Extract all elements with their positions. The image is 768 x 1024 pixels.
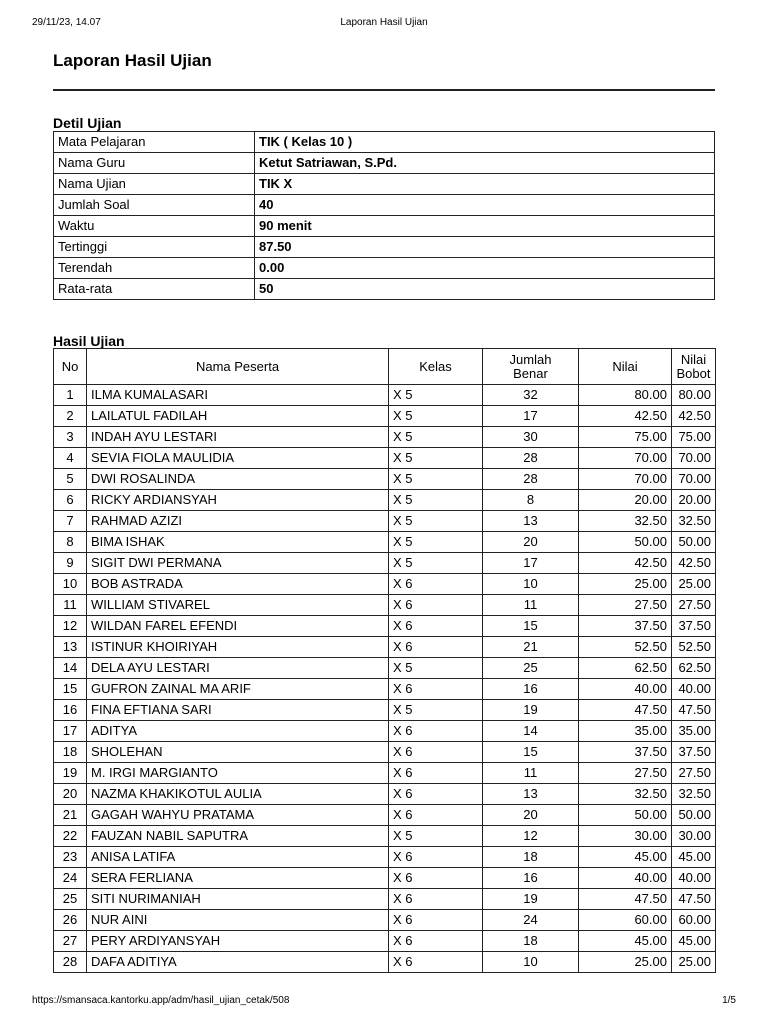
cell-jumlah-benar: 20 xyxy=(483,532,579,553)
detail-value: 40 xyxy=(255,195,715,216)
cell-nama-peserta: SEVIA FIOLA MAULIDIA xyxy=(87,448,389,469)
exam-detail-body xyxy=(54,132,715,300)
cell-jumlah-benar: 17 xyxy=(483,406,579,427)
cell-jumlah-benar: 19 xyxy=(483,700,579,721)
cell-nilai: 27.50 xyxy=(579,763,672,784)
detail-label: Waktu xyxy=(54,216,255,237)
table-row xyxy=(54,931,716,952)
detail-value: Ketut Satriawan, S.Pd. xyxy=(255,153,715,174)
cell-nilai: 75.00 xyxy=(579,427,672,448)
exam-detail-table xyxy=(53,131,715,300)
cell-jumlah-benar: 15 xyxy=(483,616,579,637)
cell-no: 26 xyxy=(54,910,87,931)
cell-kelas: X 6 xyxy=(389,742,483,763)
cell-no: 20 xyxy=(54,784,87,805)
table-row xyxy=(54,595,716,616)
cell-nama-peserta: BIMA ISHAK xyxy=(87,532,389,553)
cell-jumlah-benar: 25 xyxy=(483,658,579,679)
cell-jumlah-benar: 13 xyxy=(483,511,579,532)
cell-nilai-bobot: 27.50 xyxy=(672,595,716,616)
cell-nama-peserta: INDAH AYU LESTARI xyxy=(87,427,389,448)
cell-nilai-bobot: 32.50 xyxy=(672,511,716,532)
cell-nilai: 40.00 xyxy=(579,868,672,889)
detail-section-title: Detil Ujian xyxy=(53,115,122,131)
detail-row xyxy=(54,258,715,279)
cell-kelas: X 6 xyxy=(389,889,483,910)
cell-nilai-bobot: 52.50 xyxy=(672,637,716,658)
cell-nilai: 62.50 xyxy=(579,658,672,679)
cell-kelas: X 6 xyxy=(389,805,483,826)
cell-jumlah-benar: 11 xyxy=(483,763,579,784)
results-body xyxy=(54,385,716,973)
header-nilai: Nilai xyxy=(579,349,672,385)
header-kelas: Kelas xyxy=(389,349,483,385)
table-row xyxy=(54,952,716,973)
cell-jumlah-benar: 28 xyxy=(483,469,579,490)
cell-nama-peserta: SERA FERLIANA xyxy=(87,868,389,889)
cell-nilai: 70.00 xyxy=(579,448,672,469)
cell-nilai: 52.50 xyxy=(579,637,672,658)
cell-no: 10 xyxy=(54,574,87,595)
cell-nama-peserta: RAHMAD AZIZI xyxy=(87,511,389,532)
results-section-title: Hasil Ujian xyxy=(53,333,125,349)
cell-nama-peserta: SIGIT DWI PERMANA xyxy=(87,553,389,574)
cell-nama-peserta: WILDAN FAREL EFENDI xyxy=(87,616,389,637)
cell-nilai-bobot: 20.00 xyxy=(672,490,716,511)
table-row xyxy=(54,616,716,637)
cell-jumlah-benar: 16 xyxy=(483,679,579,700)
cell-nilai: 42.50 xyxy=(579,553,672,574)
table-row xyxy=(54,532,716,553)
cell-no: 25 xyxy=(54,889,87,910)
cell-nilai-bobot: 80.00 xyxy=(672,385,716,406)
cell-nama-peserta: ISTINUR KHOIRIYAH xyxy=(87,637,389,658)
detail-label: Nama Guru xyxy=(54,153,255,174)
cell-nilai-bobot: 25.00 xyxy=(672,574,716,595)
cell-nilai: 35.00 xyxy=(579,721,672,742)
cell-jumlah-benar: 10 xyxy=(483,574,579,595)
cell-kelas: X 6 xyxy=(389,763,483,784)
detail-value: 87.50 xyxy=(255,237,715,258)
cell-nilai-bobot: 27.50 xyxy=(672,763,716,784)
cell-jumlah-benar: 11 xyxy=(483,595,579,616)
cell-nilai-bobot: 47.50 xyxy=(672,889,716,910)
table-row xyxy=(54,553,716,574)
cell-kelas: X 5 xyxy=(389,511,483,532)
cell-nama-peserta: ADITYA xyxy=(87,721,389,742)
detail-label: Terendah xyxy=(54,258,255,279)
header-jumlah-benar xyxy=(483,349,579,385)
table-row xyxy=(54,763,716,784)
detail-value: 50 xyxy=(255,279,715,300)
cell-no: 19 xyxy=(54,763,87,784)
cell-nama-peserta: ANISA LATIFA xyxy=(87,847,389,868)
cell-nilai: 20.00 xyxy=(579,490,672,511)
cell-jumlah-benar: 32 xyxy=(483,385,579,406)
cell-no: 16 xyxy=(54,700,87,721)
cell-nama-peserta: ILMA KUMALASARI xyxy=(87,385,389,406)
detail-row xyxy=(54,195,715,216)
results-table xyxy=(53,348,716,973)
detail-row xyxy=(54,174,715,195)
cell-no: 21 xyxy=(54,805,87,826)
cell-nilai: 45.00 xyxy=(579,847,672,868)
detail-row xyxy=(54,237,715,258)
cell-nama-peserta: FAUZAN NABIL SAPUTRA xyxy=(87,826,389,847)
cell-nama-peserta: NUR AINI xyxy=(87,910,389,931)
cell-no: 14 xyxy=(54,658,87,679)
cell-kelas: X 6 xyxy=(389,910,483,931)
cell-kelas: X 5 xyxy=(389,448,483,469)
cell-nilai: 47.50 xyxy=(579,889,672,910)
cell-nama-peserta: BOB ASTRADA xyxy=(87,574,389,595)
header-nama: Nama Peserta xyxy=(87,349,389,385)
table-row xyxy=(54,868,716,889)
cell-nilai-bobot: 50.00 xyxy=(672,805,716,826)
cell-nilai: 37.50 xyxy=(579,616,672,637)
cell-jumlah-benar: 16 xyxy=(483,868,579,889)
cell-no: 27 xyxy=(54,931,87,952)
page-number: 1/5 xyxy=(722,995,736,1006)
cell-kelas: X 6 xyxy=(389,721,483,742)
table-row xyxy=(54,511,716,532)
cell-nilai-bobot: 70.00 xyxy=(672,448,716,469)
cell-kelas: X 6 xyxy=(389,616,483,637)
cell-no: 6 xyxy=(54,490,87,511)
cell-kelas: X 5 xyxy=(389,490,483,511)
cell-kelas: X 6 xyxy=(389,952,483,973)
cell-no: 1 xyxy=(54,385,87,406)
cell-nilai: 40.00 xyxy=(579,679,672,700)
cell-nilai: 25.00 xyxy=(579,574,672,595)
cell-kelas: X 6 xyxy=(389,931,483,952)
cell-no: 22 xyxy=(54,826,87,847)
cell-nama-peserta: FINA EFTIANA SARI xyxy=(87,700,389,721)
header-jumlah-benar-line2: Benar xyxy=(513,365,548,381)
cell-no: 9 xyxy=(54,553,87,574)
cell-nilai-bobot: 75.00 xyxy=(672,427,716,448)
cell-nilai-bobot: 40.00 xyxy=(672,868,716,889)
table-row xyxy=(54,469,716,490)
cell-kelas: X 6 xyxy=(389,847,483,868)
cell-nilai: 42.50 xyxy=(579,406,672,427)
table-row xyxy=(54,847,716,868)
cell-kelas: X 5 xyxy=(389,700,483,721)
cell-nilai-bobot: 47.50 xyxy=(672,700,716,721)
detail-value: TIK X xyxy=(255,174,715,195)
cell-nilai: 60.00 xyxy=(579,910,672,931)
print-url: https://smansaca.kantorku.app/adm/hasil_ujian_cetak/508 xyxy=(32,995,290,1006)
table-row xyxy=(54,721,716,742)
cell-no: 15 xyxy=(54,679,87,700)
cell-nama-peserta: RICKY ARDIANSYAH xyxy=(87,490,389,511)
table-row xyxy=(54,826,716,847)
title-divider xyxy=(53,89,715,91)
table-row xyxy=(54,490,716,511)
cell-jumlah-benar: 17 xyxy=(483,553,579,574)
cell-nama-peserta: WILLIAM STIVAREL xyxy=(87,595,389,616)
print-datetime: 29/11/23, 14.07 xyxy=(32,17,101,28)
cell-nilai-bobot: 70.00 xyxy=(672,469,716,490)
detail-row xyxy=(54,132,715,153)
cell-no: 18 xyxy=(54,742,87,763)
cell-nama-peserta: SHOLEHAN xyxy=(87,742,389,763)
cell-no: 24 xyxy=(54,868,87,889)
cell-nama-peserta: DWI ROSALINDA xyxy=(87,469,389,490)
cell-jumlah-benar: 14 xyxy=(483,721,579,742)
detail-label: Nama Ujian xyxy=(54,174,255,195)
cell-kelas: X 6 xyxy=(389,574,483,595)
detail-value: TIK ( Kelas 10 ) xyxy=(255,132,715,153)
table-row xyxy=(54,679,716,700)
results-header-row xyxy=(54,349,716,385)
detail-row xyxy=(54,216,715,237)
cell-no: 11 xyxy=(54,595,87,616)
cell-nama-peserta: GUFRON ZAINAL MA ARIF xyxy=(87,679,389,700)
cell-jumlah-benar: 13 xyxy=(483,784,579,805)
table-row xyxy=(54,637,716,658)
cell-jumlah-benar: 12 xyxy=(483,826,579,847)
table-row xyxy=(54,427,716,448)
cell-nilai: 50.00 xyxy=(579,805,672,826)
detail-row xyxy=(54,279,715,300)
cell-nilai: 32.50 xyxy=(579,511,672,532)
cell-nilai-bobot: 45.00 xyxy=(672,931,716,952)
cell-nilai: 47.50 xyxy=(579,700,672,721)
table-row xyxy=(54,742,716,763)
cell-nilai-bobot: 40.00 xyxy=(672,679,716,700)
cell-nilai: 25.00 xyxy=(579,952,672,973)
cell-nilai-bobot: 50.00 xyxy=(672,532,716,553)
cell-nilai-bobot: 42.50 xyxy=(672,406,716,427)
cell-kelas: X 5 xyxy=(389,826,483,847)
detail-label: Jumlah Soal xyxy=(54,195,255,216)
cell-nilai-bobot: 32.50 xyxy=(672,784,716,805)
table-row xyxy=(54,889,716,910)
cell-nilai-bobot: 45.00 xyxy=(672,847,716,868)
cell-nilai-bobot: 30.00 xyxy=(672,826,716,847)
cell-jumlah-benar: 18 xyxy=(483,931,579,952)
header-no: No xyxy=(54,349,87,385)
cell-jumlah-benar: 21 xyxy=(483,637,579,658)
cell-jumlah-benar: 20 xyxy=(483,805,579,826)
cell-nilai-bobot: 35.00 xyxy=(672,721,716,742)
cell-jumlah-benar: 15 xyxy=(483,742,579,763)
header-nilai-bobot-line1: Nilai xyxy=(680,351,707,367)
cell-nilai-bobot: 60.00 xyxy=(672,910,716,931)
cell-nama-peserta: PERY ARDIYANSYAH xyxy=(87,931,389,952)
cell-kelas: X 6 xyxy=(389,637,483,658)
cell-kelas: X 5 xyxy=(389,469,483,490)
detail-label: Tertinggi xyxy=(54,237,255,258)
cell-no: 8 xyxy=(54,532,87,553)
cell-jumlah-benar: 28 xyxy=(483,448,579,469)
header-jumlah-benar-line1: Jumlah xyxy=(509,351,552,367)
cell-kelas: X 5 xyxy=(389,532,483,553)
cell-no: 2 xyxy=(54,406,87,427)
cell-kelas: X 6 xyxy=(389,595,483,616)
cell-kelas: X 5 xyxy=(389,658,483,679)
page-title: Laporan Hasil Ujian xyxy=(53,51,212,70)
table-row xyxy=(54,910,716,931)
cell-nilai: 30.00 xyxy=(579,826,672,847)
cell-nilai-bobot: 25.00 xyxy=(672,952,716,973)
cell-kelas: X 6 xyxy=(389,679,483,700)
table-row xyxy=(54,784,716,805)
print-header xyxy=(32,16,736,30)
table-row xyxy=(54,805,716,826)
print-doc-title: Laporan Hasil Ujian xyxy=(340,17,428,28)
cell-kelas: X 5 xyxy=(389,406,483,427)
cell-jumlah-benar: 18 xyxy=(483,847,579,868)
cell-nilai: 37.50 xyxy=(579,742,672,763)
cell-nilai: 32.50 xyxy=(579,784,672,805)
table-row xyxy=(54,574,716,595)
cell-kelas: X 6 xyxy=(389,784,483,805)
cell-kelas: X 5 xyxy=(389,385,483,406)
cell-nama-peserta: M. IRGI MARGIANTO xyxy=(87,763,389,784)
cell-no: 17 xyxy=(54,721,87,742)
table-row xyxy=(54,406,716,427)
cell-jumlah-benar: 30 xyxy=(483,427,579,448)
cell-nama-peserta: GAGAH WAHYU PRATAMA xyxy=(87,805,389,826)
cell-nilai: 27.50 xyxy=(579,595,672,616)
cell-jumlah-benar: 24 xyxy=(483,910,579,931)
print-footer xyxy=(32,994,736,1008)
cell-no: 12 xyxy=(54,616,87,637)
cell-nilai: 80.00 xyxy=(579,385,672,406)
cell-kelas: X 5 xyxy=(389,427,483,448)
table-row xyxy=(54,448,716,469)
cell-nilai: 70.00 xyxy=(579,469,672,490)
cell-kelas: X 6 xyxy=(389,868,483,889)
cell-jumlah-benar: 10 xyxy=(483,952,579,973)
table-row xyxy=(54,700,716,721)
cell-no: 3 xyxy=(54,427,87,448)
cell-jumlah-benar: 19 xyxy=(483,889,579,910)
cell-no: 13 xyxy=(54,637,87,658)
cell-kelas: X 5 xyxy=(389,553,483,574)
detail-label: Mata Pelajaran xyxy=(54,132,255,153)
detail-label: Rata-rata xyxy=(54,279,255,300)
cell-nilai: 45.00 xyxy=(579,931,672,952)
cell-nama-peserta: NAZMA KHAKIKOTUL AULIA xyxy=(87,784,389,805)
cell-nama-peserta: DAFA ADITIYA xyxy=(87,952,389,973)
header-nilai-bobot xyxy=(672,349,716,385)
table-row xyxy=(54,385,716,406)
cell-nilai: 50.00 xyxy=(579,532,672,553)
cell-nama-peserta: SITI NURIMANIAH xyxy=(87,889,389,910)
detail-row xyxy=(54,153,715,174)
cell-nilai-bobot: 37.50 xyxy=(672,742,716,763)
cell-nilai-bobot: 37.50 xyxy=(672,616,716,637)
cell-nilai-bobot: 62.50 xyxy=(672,658,716,679)
cell-nama-peserta: DELA AYU LESTARI xyxy=(87,658,389,679)
cell-no: 4 xyxy=(54,448,87,469)
cell-jumlah-benar: 8 xyxy=(483,490,579,511)
cell-no: 23 xyxy=(54,847,87,868)
cell-no: 28 xyxy=(54,952,87,973)
detail-value: 90 menit xyxy=(255,216,715,237)
cell-no: 7 xyxy=(54,511,87,532)
table-row xyxy=(54,658,716,679)
cell-nilai-bobot: 42.50 xyxy=(672,553,716,574)
header-nilai-bobot-line2: Bobot xyxy=(676,365,711,381)
detail-value: 0.00 xyxy=(255,258,715,279)
cell-no: 5 xyxy=(54,469,87,490)
cell-nama-peserta: LAILATUL FADILAH xyxy=(87,406,389,427)
